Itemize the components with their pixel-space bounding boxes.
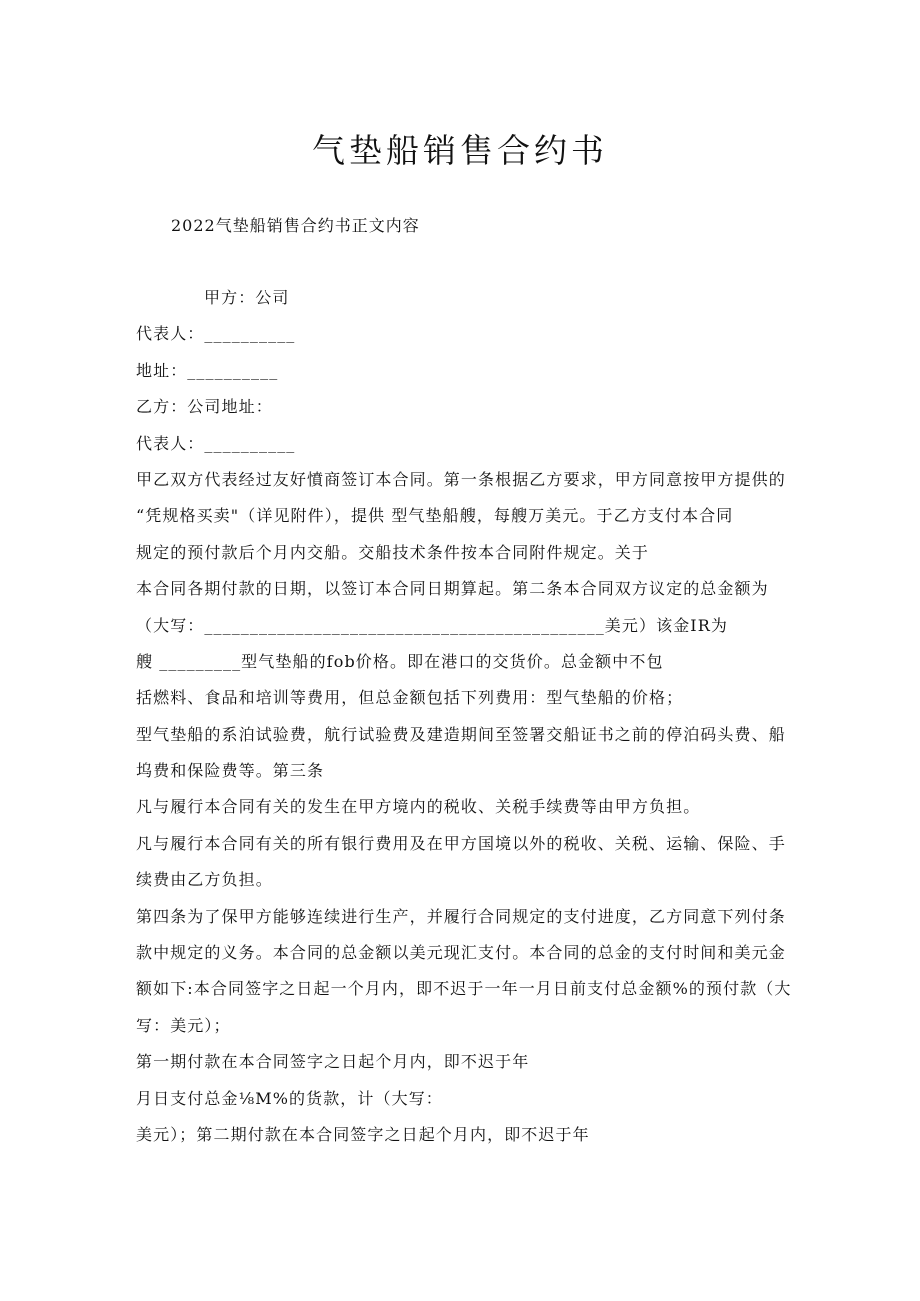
body-line: 第一期付款在本合同签字之日起个月内，即不迟于年	[136, 1052, 530, 1072]
body-line: 写：美元）；	[136, 1015, 231, 1035]
body-line: 第四条为了保甲方能够连续进行生产，并履行合同规定的支付进度，乙方同意下列付条	[136, 906, 786, 926]
body-line: 凡与履行本合同有关的所有银行费用及在甲方国境以外的税收、关税、运输、保险、手	[136, 833, 786, 853]
document-subtitle: 2022气垫船销售合约书正文内容	[171, 216, 420, 235]
party-a-representative-line: 代表人：__________	[136, 324, 296, 344]
body-line: 型气垫船的系泊试验费，航行试验费及建造期间至签署交船证书之前的停泊码头费、船	[136, 724, 786, 744]
body-line: （大写：____________________________________________美元）该金IR为	[136, 615, 728, 635]
body-line: 甲乙双方代表经过友好憤商签订本合同。第一条根据乙方要求，甲方同意按甲方提供的	[136, 469, 786, 489]
body-line: 额如下:本合同签字之日起一个月内，即不迟于一年一月日前支付总金额%的预付款（大	[136, 979, 792, 999]
body-line: 续费由乙方负担。	[136, 870, 273, 890]
body-line: 月日支付总金⅛M%的货款，计（大写：	[136, 1088, 443, 1108]
body-line: 括燃料、食品和培训等费用，但总金额包括下列费用：型气垫船的价格；	[136, 688, 684, 708]
document-title: 气垫船销售合约书	[312, 131, 608, 170]
body-line: 艘 _________型气垫船的fob价格。即在港口的交货价。总金额中不包	[136, 651, 664, 671]
body-line: 美元）；第二期付款在本合同签字之日起个月内，即不迟于年	[136, 1124, 590, 1144]
body-line: 坞费和保险费等。第三条	[136, 761, 325, 781]
body-line: 规定的预付款后个月内交船。交船技术条件按本合同附件规定。关于	[136, 542, 650, 562]
body-line: “凭规格买卖"（详见附件），提供 型气垫船艘，每艘万美元。于乙方支付本合同	[136, 506, 734, 526]
party-b-representative-line: 代表人：__________	[136, 433, 296, 453]
document-body	[136, 284, 792, 1157]
party-a-address-line: 地址：__________	[136, 360, 279, 380]
body-line: 款中规定的义务。本合同的总金额以美元现汇支付。本合同的总金的支付时间和美元金	[136, 943, 786, 963]
party-a-line: 甲方：公司	[204, 288, 290, 307]
party-b-line: 乙方：公司地址：	[136, 397, 273, 417]
body-line: 凡与履行本合同有关的发生在甲方境内的税收、关税手续费等由甲方负担。	[136, 797, 701, 817]
body-line: 本合同各期付款的日期，以签订本合同日期算起。第二条本合同双方议定的总金额为	[136, 579, 769, 599]
